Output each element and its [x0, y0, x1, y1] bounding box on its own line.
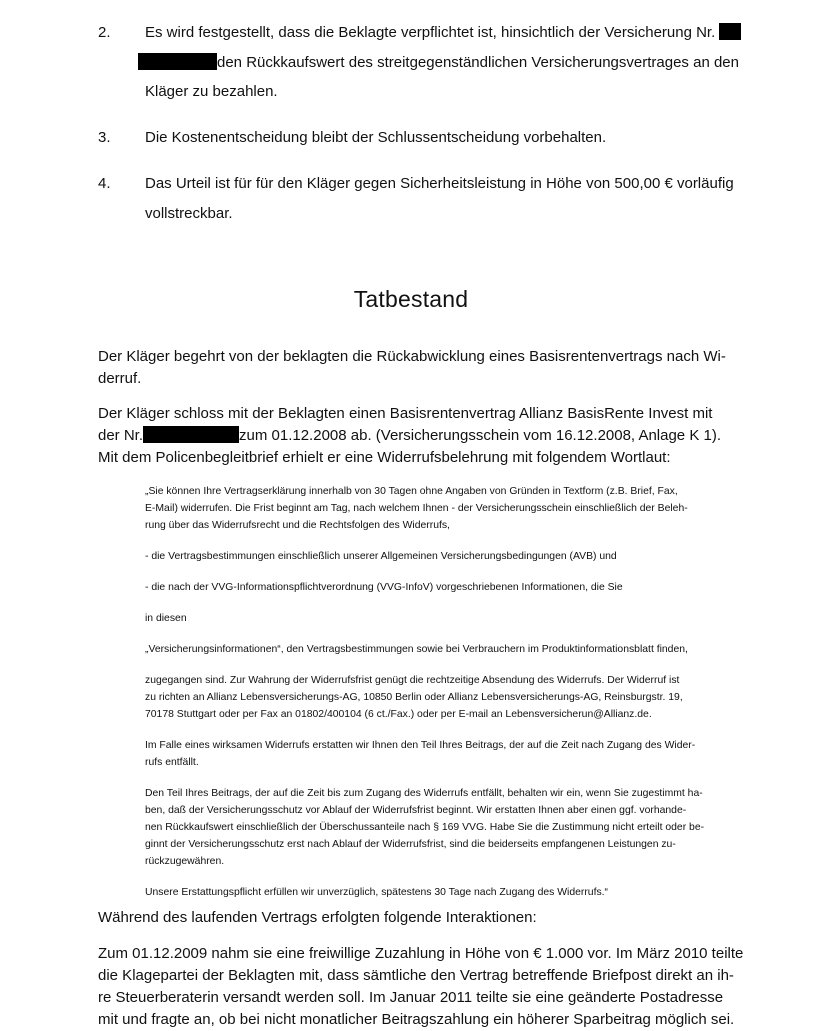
redaction-block — [138, 53, 217, 70]
redaction-block — [143, 426, 239, 443]
quote-paragraph — [145, 610, 757, 627]
paragraph-line: Mit dem Policenbegleitbrief erhielt er eine Widerrufsbelehrung mit folgendem Wortlaut: — [98, 449, 671, 466]
quote-line: nen Rückkaufswert einschließlich der Überschussanteile nach § 169 VVG. Habe Sie die Zustimmung nicht erteilt oder be- — [145, 822, 705, 833]
quote-paragraph — [145, 579, 757, 596]
quote-line: „Versicherungsinformationen“, den Vertragsbestimmungen sowie bei Verbrauchern im Produktinformationsblatt finden, — [145, 644, 688, 655]
list-number: 3. — [98, 129, 111, 146]
paragraph-line: Der Kläger schloss mit der Beklagten einen Basisrentenvertrag Allianz BasisRente Invest mit — [98, 405, 713, 422]
list-line — [138, 48, 762, 78]
quote-paragraph — [145, 737, 757, 771]
paragraph-line: re Steuerberaterin versandt werden soll. Im Januar 2011 teilte sie eine geänderte Postadresse — [98, 989, 724, 1006]
list-line-text: den Rückkaufswert des streitgegenständlichen Versicherungsvertrages an den — [217, 53, 739, 71]
quote-line: - die nach der VVG-Informationspflichtverordnung (VVG-InfoV) vorgeschriebenen Informationen, die Sie — [145, 582, 623, 593]
paragraph-line-text: der Nr. — [98, 427, 144, 444]
paragraph-4 — [98, 943, 748, 1031]
quote-line: ginnt der Versicherungsschutz erst nach Ablauf der Widerrufsfrist, sind die beiderseits empfangenen Leistungen zu- — [145, 839, 676, 850]
paragraph-line: derruf. — [98, 370, 142, 387]
quote-line: ben, daß der Versicherungsschutz vor Ablauf der Widerrufsfrist beginnt. Wir erstatten Ihnen aber einen ggf. vorhande- — [145, 805, 687, 816]
list-text — [145, 169, 762, 228]
list-item-3 — [98, 123, 762, 153]
quote-paragraph — [145, 641, 757, 658]
quote-line: rung über das Widerrufsrecht und die Rechtsfolgen des Widerrufs, — [145, 520, 450, 531]
paragraph-line: Zum 01.12.2009 nahm sie eine freiwillige Zuzahlung in Höhe von € 1.000 vor. Im März 2010 teilte — [98, 945, 744, 962]
paragraph-line-text: zum 01.12.2008 ab. (Versicherungsschein vom 16.12.2008, Anlage K 1). — [239, 427, 721, 444]
list-line-text: Das Urteil ist für für den Kläger gegen Sicherheitsleistung in Höhe von 500,00 € vorläufig — [145, 175, 734, 192]
quote-line: E-Mail) widerrufen. Die Frist beginnt am Tag, nach welchem Ihnen - der Versicherungsschein einschließlich der Beleh- — [145, 503, 688, 514]
quote-line: 70178 Stuttgart oder per Fax an 01802/400104 (6 ct./Fax.) oder per E-mail an Lebensversicherun@Allianz.de. — [145, 709, 652, 720]
list-text — [145, 18, 762, 107]
redaction-block — [719, 23, 741, 40]
list-text: Die Kostenentscheidung bleibt der Schlussentscheidung vorbehalten. — [145, 129, 607, 146]
quote-line: Den Teil Ihres Beitrags, der auf die Zeit bis zum Zugang des Widerrufs entfällt, behalten wir ein, wenn Sie zugestimmt ha- — [145, 788, 703, 799]
quote-line: in diesen — [145, 613, 187, 624]
quote-paragraph — [145, 483, 757, 534]
list-number: 2. — [98, 24, 111, 41]
paragraph-1 — [98, 346, 748, 390]
quote-paragraph — [145, 548, 757, 565]
paragraph-line: die Klagepartei der Beklagten mit, dass sämtliche den Vertrag betreffende Briefpost direkt an ih- — [98, 967, 734, 984]
list-line — [145, 18, 762, 48]
quoted-revocation-notice — [145, 483, 757, 901]
list-line-text: Es wird festgestellt, dass die Beklagte verpflichtet ist, hinsichtlich der Versicherung Nr. — [145, 24, 720, 41]
quote-line: rufs entfällt. — [145, 757, 199, 768]
quote-line: Im Falle eines wirksamen Widerrufs erstatten wir Ihnen den Teil Ihres Beitrags, der auf die Zeit nach Zugang des Wider- — [145, 740, 696, 751]
quote-line: - die Vertragsbestimmungen einschließlich unserer Allgemeinen Versicherungsbedingungen (AVB) und — [145, 551, 617, 562]
quote-paragraph — [145, 884, 757, 901]
list-line-text: Kläger zu bezahlen. — [145, 83, 278, 100]
quote-line: zugegangen sind. Zur Wahrung der Widerrufsfrist genügt die rechtzeitige Absendung des Widerrufs. Der Widerruf ist — [145, 675, 680, 686]
quote-line: rückzugewähren. — [145, 856, 225, 867]
quote-paragraph — [145, 672, 757, 723]
paragraph-2 — [98, 403, 748, 469]
paragraph-line — [98, 425, 748, 447]
paragraph-3: Während des laufenden Vertrags erfolgten folgende Interaktionen: — [98, 909, 537, 926]
quote-line: „Sie können Ihre Vertragserklärung innerhalb von 30 Tagen ohne Angaben von Gründen in Textform (z.B. Brief, Fax, — [145, 486, 678, 497]
list-item-2 — [98, 18, 762, 107]
list-line-text: vollstreckbar. — [145, 204, 233, 222]
quote-line: Unsere Erstattungspflicht erfüllen wir unverzüglich, spätestens 30 Tage nach Zugang des Widerrufs.“ — [145, 887, 609, 898]
quote-line: zu richten an Allianz Lebensversicherungs-AG, 10850 Berlin oder Allianz Lebensversicherungs-AG, Reinsburgstr. 19, — [145, 692, 683, 703]
list-number: 4. — [98, 175, 111, 192]
paragraph-line: Der Kläger begehrt von der beklagten die Rückabwicklung eines Basisrentenvertrags nach Wi- — [98, 348, 726, 365]
list-item-4 — [98, 169, 762, 228]
section-heading: Tatbestand — [353, 286, 469, 312]
paragraph-line: mit und fragte an, ob bei nicht monatlicher Beitragszahlung ein höherer Sparbeitrag möglich sei. — [98, 1011, 735, 1028]
quote-paragraph — [145, 785, 757, 870]
